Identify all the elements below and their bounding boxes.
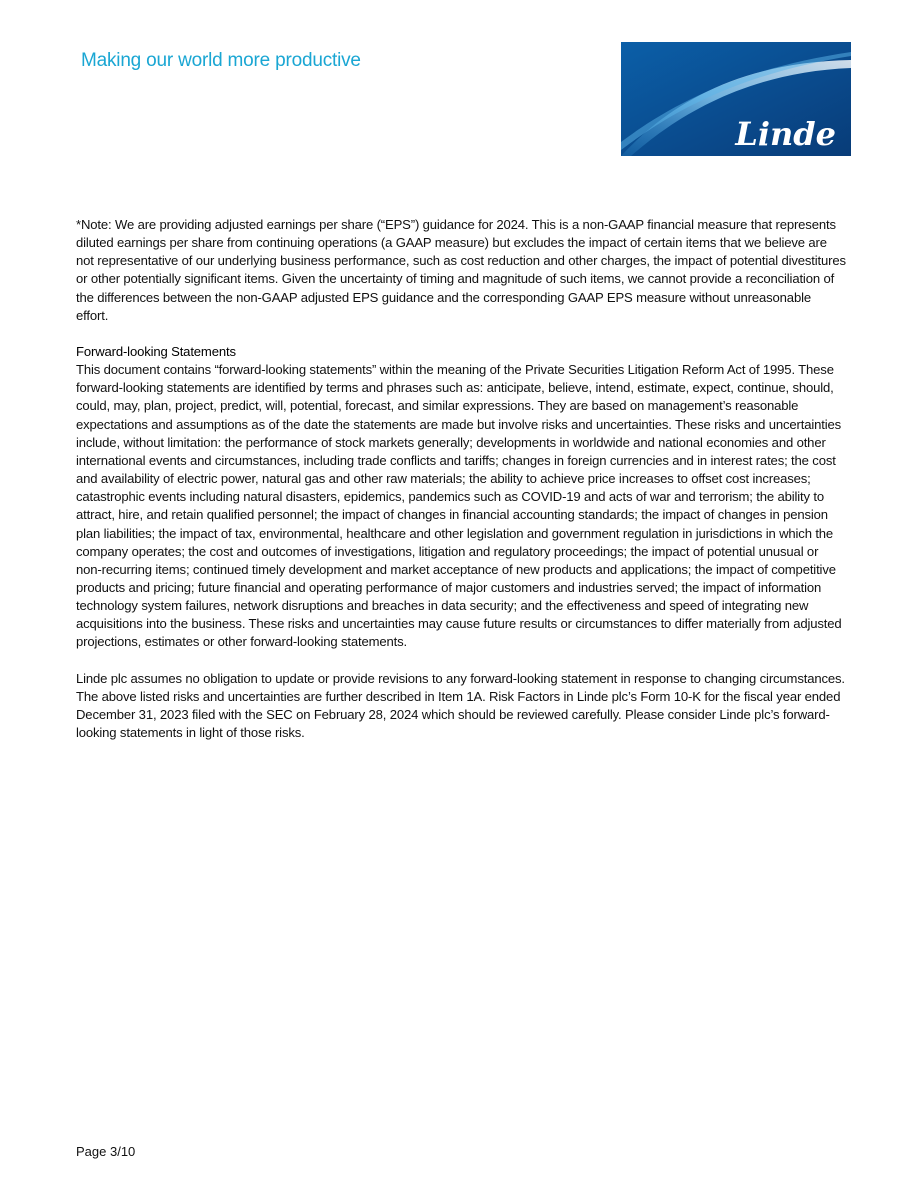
logo-wordmark: Linde [735,115,836,153]
page-tagline: Making our world more productive [81,50,361,71]
linde-logo [621,42,851,156]
eps-note-paragraph: *Note: We are providing adjusted earnings per share (“EPS”) guidance for 2024. This is a non-GAAP financial measure that represents diluted earnings per share from continuing operations (a GAAP measure) but excludes the impact of certain items that we believe are not representative of our underlying business performance, such as cost reduction and other charges, the impact of potential divestitures or other potentially significant items. Given the uncertainty of timing and magnitude of such items, we cannot provide a reconciliation of the differences between the non-GAAP adjusted EPS guidance and the corresponding GAAP EPS measure without unreasonable effort. [76,217,846,323]
forward-looking-paragraph: This document contains “forward-looking statements” within the meaning of the Private Securities Litigation Reform Act of 1995. These forward-looking statements are identified by terms and phrases such as: anticipate, believe, intend, estimate, expect, continue, should, could, may, plan, project, predict, will, potential, forecast, and similar expressions. They are based on management’s reasonable expectations and assumptions as of the date the statements are made but involve risks and uncertainties. These risks and uncertainties include, without limitation: the performance of stock markets generally; developments in worldwide and national economies and other international events and circumstances, including trade conflicts and tariffs; changes in foreign currencies and in interest rates; the cost and availability of electric power, natural gas and other raw materials; the ability to achieve price increases to offset cost increases; catastrophic events including natural disasters, epidemics, pandemics such as COVID-19 and acts of war and terrorism; the ability to attract, hire, and retain qualified personnel; the impact of changes in financial accounting standards; the impact of changes in pension plan liabilities; the impact of tax, environmental, healthcare and other legislation and government regulation in jurisdictions in which the company operates; the cost and outcomes of investigations, litigation and regulatory proceedings; the impact of potential unusual or non-recurring items; continued timely development and market acceptance of new products and applications; the impact of competitive products and pricing; future financial and operating performance of major customers and industries served; the impact of information technology system failures, network disruptions and breaches in data security; and the effectiveness and speed of integrating new acquisitions into the business. These risks and uncertainties may cause future results or circumstances to differ materially from adjusted projections, estimates or other forward-looking statements. [76,362,842,650]
forward-looking-section [76,343,846,652]
closing-paragraph: Linde plc assumes no obligation to update or provide revisions to any forward-looking statement in response to changing circumstances. The above listed risks and uncertainties are further described in Item 1A. Risk Factors in Linde plc’s Form 10-K for the fiscal year ended December 31, 2023 filed with the SEC on February 28, 2024 which should be reviewed carefully. Please consider Linde plc’s forward-looking statements in light of those risks. [76,670,845,741]
linde-logo-graphic [621,42,851,156]
page-number: Page 3/10 [76,1144,136,1159]
forward-looking-heading: Forward-looking Statements [76,343,236,359]
document-body [76,216,846,760]
